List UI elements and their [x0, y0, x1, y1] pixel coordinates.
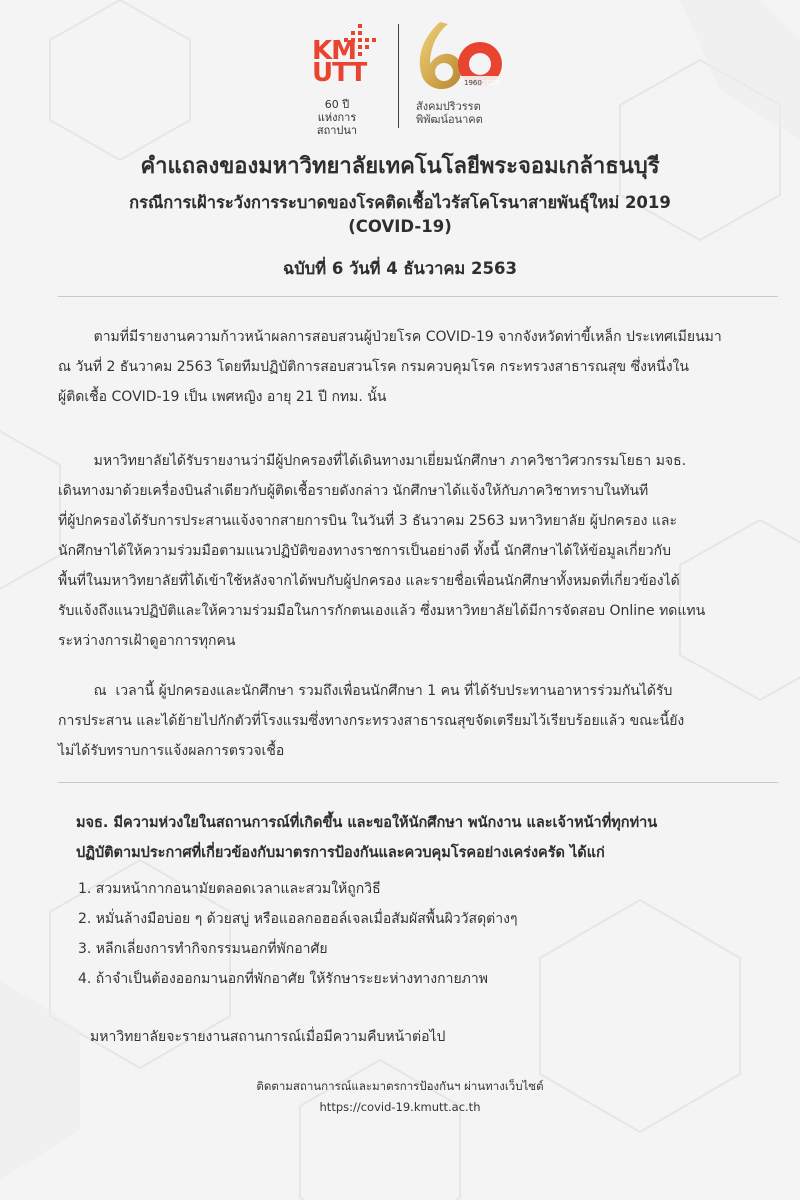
- paragraph-3: [58, 676, 778, 766]
- paragraph-line: ที่ผู้ปกครองได้รับการประสานแจ้งจากสายการบิน ในวันที่ 3 ธันวาคม 2563 มหาวิทยาลัย ผู้ปกครอง และ: [58, 513, 678, 529]
- divider-top: [58, 296, 778, 297]
- closing-statement: มหาวิทยาลัยจะรายงานสถานการณ์เมื่อมีความคืบหน้าต่อไป: [90, 1029, 446, 1045]
- divider-bottom: [58, 782, 778, 783]
- paragraph-line: มหาวิทยาลัยได้รับรายงานว่ามีผู้ปกครองที่ได้เดินทางมาเยี่ยมนักศึกษา ภาควิชาวิศวกรรมโยธา มจธ.: [58, 453, 687, 469]
- concern-line: ปฏิบัติตามประกาศที่เกี่ยวข้องกับมาตรการป้องกันและควบคุมโรคอย่างเคร่งครัด ได้แก่: [76, 845, 605, 861]
- logo-divider: [398, 24, 399, 128]
- concern-statement: [76, 808, 776, 868]
- footer-note: ติดตามสถานการณ์และมาตรการป้องกันฯ ผ่านทางเว็บไซต์: [256, 1079, 544, 1093]
- paragraph-1: [58, 322, 778, 412]
- paragraph-line: ณ วันที่ 2 ธันวาคม 2563 โดยทีมปฏิบัติการสอบสวนโรค กรมควบคุมโรค กระทรวงสาธารณสุข ซึ่งหนึ่งใน: [58, 359, 689, 375]
- paragraph-line: พื้นที่ในมหาวิทยาลัยที่ได้เข้าใช้หลังจากได้พบกับผู้ปกครอง และรายชื่อเพื่อนนักศึกษาทั้งหมดที่เกี่ยวข้องได้: [58, 573, 680, 589]
- list-item: 2. หมั่นล้างมือบ่อย ๆ ด้วยสบู่ หรือแอลกอฮอล์เจลเมื่อสัมผัสพื้นผิววัสดุต่างๆ: [78, 911, 518, 927]
- paragraph-line: รับแจ้งถึงแนวปฏิบัติและให้ความร่วมมือในการกักตนเองแล้ว ซึ่งมหาวิทยาลัยได้มีการจัดสอบ Online ทดแทน: [58, 603, 706, 619]
- kmutt-wordmark: KM UTT: [312, 36, 367, 88]
- list-item: 4. ถ้าจำเป็นต้องออกมานอกที่พักอาศัย ให้รักษาระยะห่างทางกายภาพ: [78, 971, 488, 987]
- paragraph-2: [58, 446, 778, 656]
- kmutt-60-years-caption: 60 ปี แห่งการสถาปนา: [316, 98, 358, 137]
- paragraph-line: การประสาน และได้ย้ายไปกักตัวที่โรงแรมซึ่งทางกระทรวงสาธารณสุขจัดเตรียมไว้เรียบร้อยแล้ว ขณะนี้ยัง: [58, 713, 685, 729]
- logo-header: [0, 18, 800, 137]
- paragraph-line: ณ เวลานี้ ผู้ปกครองและนักศึกษา รวมถึงเพื่อนนักศึกษา 1 คน ที่ได้รับประทานอาหารร่วมกันได้รับ: [58, 683, 673, 699]
- kmutt-logo: [298, 20, 388, 137]
- paragraph-line: ตามที่มีรายงานความก้าวหน้าผลการสอบสวนผู้ป่วยโรค COVID-19 จากจังหวัดท่าขี้เหล็ก ประเทศเมียนมา: [58, 329, 722, 345]
- paragraph-line: ระหว่างการเฝ้าดูอาการทุกคน: [58, 633, 236, 649]
- paragraph-line: เดินทางมาด้วยเครื่องบินลำเดียวกับผู้ติดเชื้อรายดังกล่าว นักศึกษาได้แจ้งให้กับภาควิชาทราบในทันที: [58, 483, 649, 499]
- anniversary-caption: สังคมปริวรรต พิพัฒน์อนาคต: [416, 100, 483, 126]
- anniversary-start-year: 1960: [464, 79, 482, 87]
- statement-subtitle-covid: (COVID-19): [348, 217, 452, 236]
- 60-anniversary-logo: [408, 18, 518, 130]
- measures-list: [78, 874, 778, 994]
- paragraph-line: ไม่ได้รับทราบการแจ้งผลการตรวจเชื้อ: [58, 743, 285, 759]
- paragraph-line: ผู้ติดเชื้อ COVID-19 เป็น เพศหญิง อายุ 21 ปี กทม. นั้น: [58, 389, 387, 405]
- statement-issue-date: ฉบับที่ 6 วันที่ 4 ธันวาคม 2563: [283, 259, 517, 278]
- statement-subtitle: กรณีการเฝ้าระวังการระบาดของโรคติดเชื้อไวรัสโคโรนาสายพันธุ์ใหม่ 2019: [129, 193, 671, 212]
- 60-anniversary-emblem-icon: [408, 18, 508, 98]
- anniversary-end-year: 2020: [482, 79, 500, 87]
- footer-url-link[interactable]: https://covid-19.kmutt.ac.th: [319, 1100, 481, 1114]
- list-item: 1. สวมหน้ากากอนามัยตลอดเวลาและสวมให้ถูกวิธี: [78, 881, 381, 897]
- concern-line: มจธ. มีความห่วงใยในสถานการณ์ที่เกิดขึ้น และขอให้นักศึกษา พนักงาน และเจ้าหน้าที่ทุกท่าน: [76, 815, 658, 831]
- list-item: 3. หลีกเลี่ยงการทำกิจกรรมนอกที่พักอาศัย: [78, 941, 328, 957]
- paragraph-line: นักศึกษาได้ให้ความร่วมมือตามแนวปฏิบัติของทางราชการเป็นอย่างดี ทั้งนี้ นักศึกษาได้ให้ข้อมูลเกี่ยวกับ: [58, 543, 671, 559]
- statement-title: คำแถลงของมหาวิทยาลัยเทคโนโลยีพระจอมเกล้าธนบุรี: [140, 154, 660, 179]
